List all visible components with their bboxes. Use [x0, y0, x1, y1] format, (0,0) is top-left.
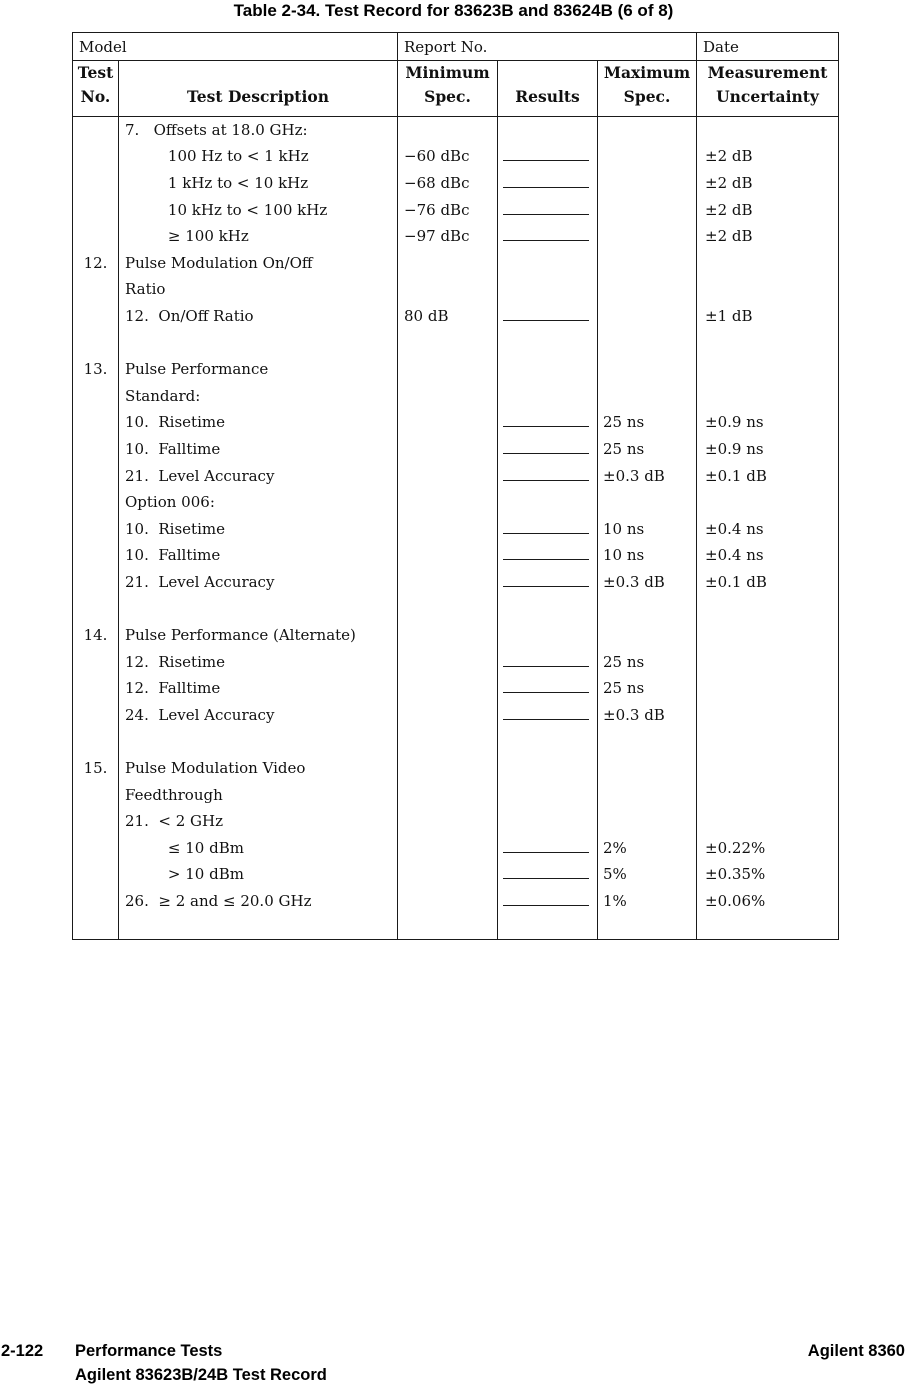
- minimum-spec-cell: [398, 515, 498, 542]
- results-blank-line: [503, 174, 589, 188]
- results-blank-line: [503, 839, 589, 853]
- test-description-cell: 12. Risetime: [119, 648, 398, 675]
- maximum-spec-cell: [598, 143, 697, 170]
- col-header-uncertainty-line: Uncertainty: [716, 87, 819, 106]
- results-blank-line: [503, 546, 589, 560]
- table-row: [73, 196, 839, 223]
- results-cell: [498, 755, 598, 782]
- minimum-spec-cell: [398, 781, 498, 808]
- uncertainty-cell: [697, 675, 839, 702]
- col-header-results-line: Results: [515, 87, 580, 106]
- test-no-cell: [73, 303, 119, 330]
- maximum-spec-cell: 25 ns: [598, 675, 697, 702]
- results-cell: [498, 835, 598, 862]
- uncertainty-cell: [697, 489, 839, 516]
- results-cell: [498, 515, 598, 542]
- results-cell: [498, 781, 598, 808]
- model-report-date-row: [73, 33, 839, 61]
- uncertainty-cell: ±0.1 dB: [697, 569, 839, 596]
- uncertainty-cell: [697, 382, 839, 409]
- results-blank-line: [503, 706, 589, 720]
- results-blank-line: [503, 201, 589, 215]
- report-no-field: Report No.: [398, 33, 697, 61]
- results-cell: [498, 409, 598, 436]
- results-cell: [498, 223, 598, 250]
- spacer-row: [73, 329, 839, 356]
- test-no-cell: 15.: [83, 759, 108, 778]
- test-description-cell: Standard:: [119, 382, 398, 409]
- col-header-uncertainty: [697, 61, 839, 117]
- table-row: [73, 781, 839, 808]
- maximum-spec-cell: 1%: [598, 888, 697, 915]
- results-cell: [498, 569, 598, 596]
- table-row: [73, 249, 839, 276]
- minimum-spec-cell: −76 dBc: [398, 196, 498, 223]
- results-blank-line: [503, 520, 589, 534]
- results-cell: [498, 170, 598, 197]
- test-no-cell: [73, 569, 119, 596]
- maximum-spec-cell: 25 ns: [598, 409, 697, 436]
- test-no-cell: [73, 223, 119, 250]
- maximum-spec-cell: [598, 303, 697, 330]
- uncertainty-cell: [697, 808, 839, 835]
- results-cell: [498, 382, 598, 409]
- maximum-spec-cell: [598, 276, 697, 303]
- test-description-cell: ≥ 100 kHz: [119, 223, 398, 250]
- minimum-spec-cell: [398, 356, 498, 383]
- minimum-spec-cell: [398, 808, 498, 835]
- test-no-cell: 12.: [83, 253, 108, 272]
- minimum-spec-cell: [398, 648, 498, 675]
- minimum-spec-cell: [398, 702, 498, 729]
- maximum-spec-cell: [598, 382, 697, 409]
- maximum-spec-cell: [598, 808, 697, 835]
- maximum-spec-cell: [598, 755, 697, 782]
- uncertainty-cell: ±0.4 ns: [697, 515, 839, 542]
- minimum-spec-cell: 80 dB: [398, 303, 498, 330]
- bottom-padding-row: [73, 914, 839, 939]
- uncertainty-cell: ±0.22%: [697, 835, 839, 862]
- results-cell: [498, 702, 598, 729]
- table-title: Table 2-34. Test Record for 83623B and 83624B (6 of 8): [233, 1, 674, 20]
- test-description-cell: 10. Risetime: [119, 409, 398, 436]
- results-cell: [498, 861, 598, 888]
- test-description-cell: 21. < 2 GHz: [119, 808, 398, 835]
- table-row: [73, 276, 839, 303]
- uncertainty-cell: [697, 648, 839, 675]
- col-header-minimum-line: Minimum: [405, 63, 490, 82]
- table-row: [73, 835, 839, 862]
- results-cell: [498, 196, 598, 223]
- minimum-spec-cell: [398, 436, 498, 463]
- column-header-row: [73, 61, 839, 117]
- uncertainty-cell: ±0.4 ns: [697, 542, 839, 569]
- test-no-cell: [73, 462, 119, 489]
- minimum-spec-cell: [398, 861, 498, 888]
- maximum-spec-cell: 25 ns: [598, 648, 697, 675]
- maximum-spec-cell: [598, 196, 697, 223]
- uncertainty-cell: ±2 dB: [697, 143, 839, 170]
- results-blank-line: [503, 653, 589, 667]
- maximum-spec-cell: [598, 622, 697, 649]
- maximum-spec-cell: 5%: [598, 861, 697, 888]
- results-cell: [498, 808, 598, 835]
- test-no-cell: [73, 702, 119, 729]
- test-description-cell: 12. On/Off Ratio: [119, 303, 398, 330]
- table-row: [73, 223, 839, 250]
- maximum-spec-cell: [598, 781, 697, 808]
- uncertainty-cell: [697, 755, 839, 782]
- test-description-cell: 12. Falltime: [119, 675, 398, 702]
- minimum-spec-cell: [398, 117, 498, 144]
- uncertainty-cell: [697, 276, 839, 303]
- test-no-cell: [73, 143, 119, 170]
- col-header-description: [119, 61, 398, 117]
- minimum-spec-cell: [398, 542, 498, 569]
- minimum-spec-cell: [398, 249, 498, 276]
- table-row: [73, 888, 839, 915]
- table-row: [73, 622, 839, 649]
- test-no-cell: [73, 888, 119, 915]
- minimum-spec-cell: [398, 888, 498, 915]
- test-no-cell: [73, 117, 119, 144]
- table-row: [73, 436, 839, 463]
- results-blank-line: [503, 573, 589, 587]
- test-description-cell: Option 006:: [119, 489, 398, 516]
- test-description-cell: 10. Risetime: [119, 515, 398, 542]
- test-no-cell: [73, 170, 119, 197]
- minimum-spec-cell: [398, 622, 498, 649]
- table-row: [73, 170, 839, 197]
- results-blank-line: [503, 440, 589, 454]
- test-description-cell: 21. Level Accuracy: [119, 569, 398, 596]
- test-description-cell: 100 Hz to < 1 kHz: [119, 143, 398, 170]
- results-cell: [498, 888, 598, 915]
- table-row: [73, 303, 839, 330]
- results-cell: [498, 303, 598, 330]
- uncertainty-cell: [697, 622, 839, 649]
- test-no-cell: [73, 276, 119, 303]
- test-no-cell: [73, 781, 119, 808]
- test-description-cell: 1 kHz to < 10 kHz: [119, 170, 398, 197]
- uncertainty-cell: ±0.1 dB: [697, 462, 839, 489]
- minimum-spec-cell: [398, 409, 498, 436]
- table-row: [73, 675, 839, 702]
- test-no-cell: [73, 542, 119, 569]
- minimum-spec-cell: [398, 462, 498, 489]
- test-description-cell: 10 kHz to < 100 kHz: [119, 196, 398, 223]
- test-description-cell: 24. Level Accuracy: [119, 702, 398, 729]
- footer-right: Agilent 8360: [807, 1342, 905, 1360]
- results-cell: [498, 276, 598, 303]
- test-description-cell: 10. Falltime: [119, 436, 398, 463]
- col-header-measurement-line: Measurement: [707, 63, 828, 82]
- results-cell: [498, 622, 598, 649]
- uncertainty-cell: ±0.9 ns: [697, 436, 839, 463]
- test-description-cell: Pulse Modulation Video: [119, 755, 398, 782]
- results-cell: [498, 489, 598, 516]
- test-description-cell: Pulse Performance: [119, 356, 398, 383]
- maximum-spec-cell: [598, 223, 697, 250]
- uncertainty-cell: ±0.06%: [697, 888, 839, 915]
- test-description-cell: Pulse Performance (Alternate): [119, 622, 398, 649]
- minimum-spec-cell: −68 dBc: [398, 170, 498, 197]
- col-header-maximum-spec: [598, 61, 697, 117]
- table-row: [73, 569, 839, 596]
- test-description-cell: 26. ≥ 2 and ≤ 20.0 GHz: [119, 888, 398, 915]
- test-description-cell: 10. Falltime: [119, 542, 398, 569]
- test-no-cell: 14.: [83, 626, 108, 645]
- results-blank-line: [503, 147, 589, 161]
- maximum-spec-cell: ±0.3 dB: [598, 702, 697, 729]
- results-blank-line: [503, 227, 589, 241]
- col-header-maximum-line: Maximum: [603, 63, 691, 82]
- results-cell: [498, 356, 598, 383]
- results-blank-line: [503, 679, 589, 693]
- table-row: [73, 489, 839, 516]
- minimum-spec-cell: −60 dBc: [398, 143, 498, 170]
- results-cell: [498, 648, 598, 675]
- minimum-spec-cell: [398, 276, 498, 303]
- table-row: [73, 808, 839, 835]
- table-row: [73, 861, 839, 888]
- minimum-spec-cell: [398, 755, 498, 782]
- maximum-spec-cell: 10 ns: [598, 542, 697, 569]
- minimum-spec-cell: [398, 569, 498, 596]
- test-no-cell: [73, 196, 119, 223]
- results-cell: [498, 143, 598, 170]
- test-no-cell: [73, 861, 119, 888]
- test-description-cell: ≤ 10 dBm: [119, 835, 398, 862]
- test-description-cell: 7. Offsets at 18.0 GHz:: [119, 117, 398, 144]
- maximum-spec-cell: [598, 489, 697, 516]
- uncertainty-cell: ±0.35%: [697, 861, 839, 888]
- table-row: [73, 143, 839, 170]
- test-no-cell: [73, 675, 119, 702]
- uncertainty-cell: [697, 117, 839, 144]
- maximum-spec-cell: [598, 356, 697, 383]
- test-no-cell: [73, 489, 119, 516]
- page-number: 2-122: [1, 1342, 44, 1360]
- table-row: [73, 117, 839, 144]
- test-description-cell: Ratio: [119, 276, 398, 303]
- test-no-cell: [73, 409, 119, 436]
- uncertainty-cell: ±2 dB: [697, 170, 839, 197]
- results-cell: [498, 675, 598, 702]
- spacer-row: [73, 595, 839, 622]
- test-no-cell: [73, 835, 119, 862]
- footer-subsection: Agilent 83623B/24B Test Record: [75, 1366, 327, 1384]
- spacer-row: [73, 728, 839, 755]
- table-row: [73, 409, 839, 436]
- maximum-spec-cell: [598, 249, 697, 276]
- minimum-spec-cell: [398, 835, 498, 862]
- test-no-cell: [73, 808, 119, 835]
- col-header-min-spec-line: Spec.: [424, 87, 471, 106]
- maximum-spec-cell: 10 ns: [598, 515, 697, 542]
- uncertainty-cell: [697, 702, 839, 729]
- results-cell: [498, 249, 598, 276]
- table-row: [73, 382, 839, 409]
- uncertainty-cell: [697, 249, 839, 276]
- test-description-cell: 21. Level Accuracy: [119, 462, 398, 489]
- uncertainty-cell: ±2 dB: [697, 196, 839, 223]
- test-no-cell: [73, 382, 119, 409]
- maximum-spec-cell: [598, 117, 697, 144]
- col-header-no-line: No.: [80, 87, 111, 106]
- table-row: [73, 462, 839, 489]
- uncertainty-cell: [697, 781, 839, 808]
- test-no-cell: 13.: [83, 360, 108, 379]
- test-no-cell: [73, 436, 119, 463]
- table-row: [73, 755, 839, 782]
- table-row: [73, 515, 839, 542]
- results-blank-line: [503, 413, 589, 427]
- minimum-spec-cell: −97 dBc: [398, 223, 498, 250]
- test-description-cell: > 10 dBm: [119, 861, 398, 888]
- results-cell: [498, 436, 598, 463]
- minimum-spec-cell: [398, 382, 498, 409]
- results-blank-line: [503, 865, 589, 879]
- col-header-max-spec-line: Spec.: [623, 87, 671, 106]
- table-row: [73, 702, 839, 729]
- date-field: Date: [697, 33, 839, 61]
- results-blank-line: [503, 467, 589, 481]
- test-record-table: [72, 32, 839, 940]
- test-description-cell: Pulse Modulation On/Off: [119, 249, 398, 276]
- results-blank-line: [503, 307, 589, 321]
- maximum-spec-cell: 2%: [598, 835, 697, 862]
- uncertainty-cell: [697, 356, 839, 383]
- table-row: [73, 356, 839, 383]
- results-cell: [498, 542, 598, 569]
- table-row: [73, 542, 839, 569]
- col-header-minimum-spec: [398, 61, 498, 117]
- model-field: Model: [73, 33, 398, 61]
- maximum-spec-cell: ±0.3 dB: [598, 462, 697, 489]
- col-header-results: [498, 61, 598, 117]
- table-row: [73, 648, 839, 675]
- minimum-spec-cell: [398, 489, 498, 516]
- maximum-spec-cell: ±0.3 dB: [598, 569, 697, 596]
- test-description-cell: Feedthrough: [119, 781, 398, 808]
- uncertainty-cell: ±0.9 ns: [697, 409, 839, 436]
- col-header-test-no: [73, 61, 119, 117]
- test-no-cell: [73, 648, 119, 675]
- test-no-cell: [73, 515, 119, 542]
- uncertainty-cell: ±1 dB: [697, 303, 839, 330]
- col-header-test-line: Test: [77, 63, 114, 82]
- minimum-spec-cell: [398, 675, 498, 702]
- results-cell: [498, 462, 598, 489]
- maximum-spec-cell: 25 ns: [598, 436, 697, 463]
- uncertainty-cell: ±2 dB: [697, 223, 839, 250]
- results-blank-line: [503, 892, 589, 906]
- results-cell: [498, 117, 598, 144]
- footer-section: Performance Tests: [75, 1342, 223, 1360]
- col-header-description-line: Test Description: [187, 87, 329, 106]
- maximum-spec-cell: [598, 170, 697, 197]
